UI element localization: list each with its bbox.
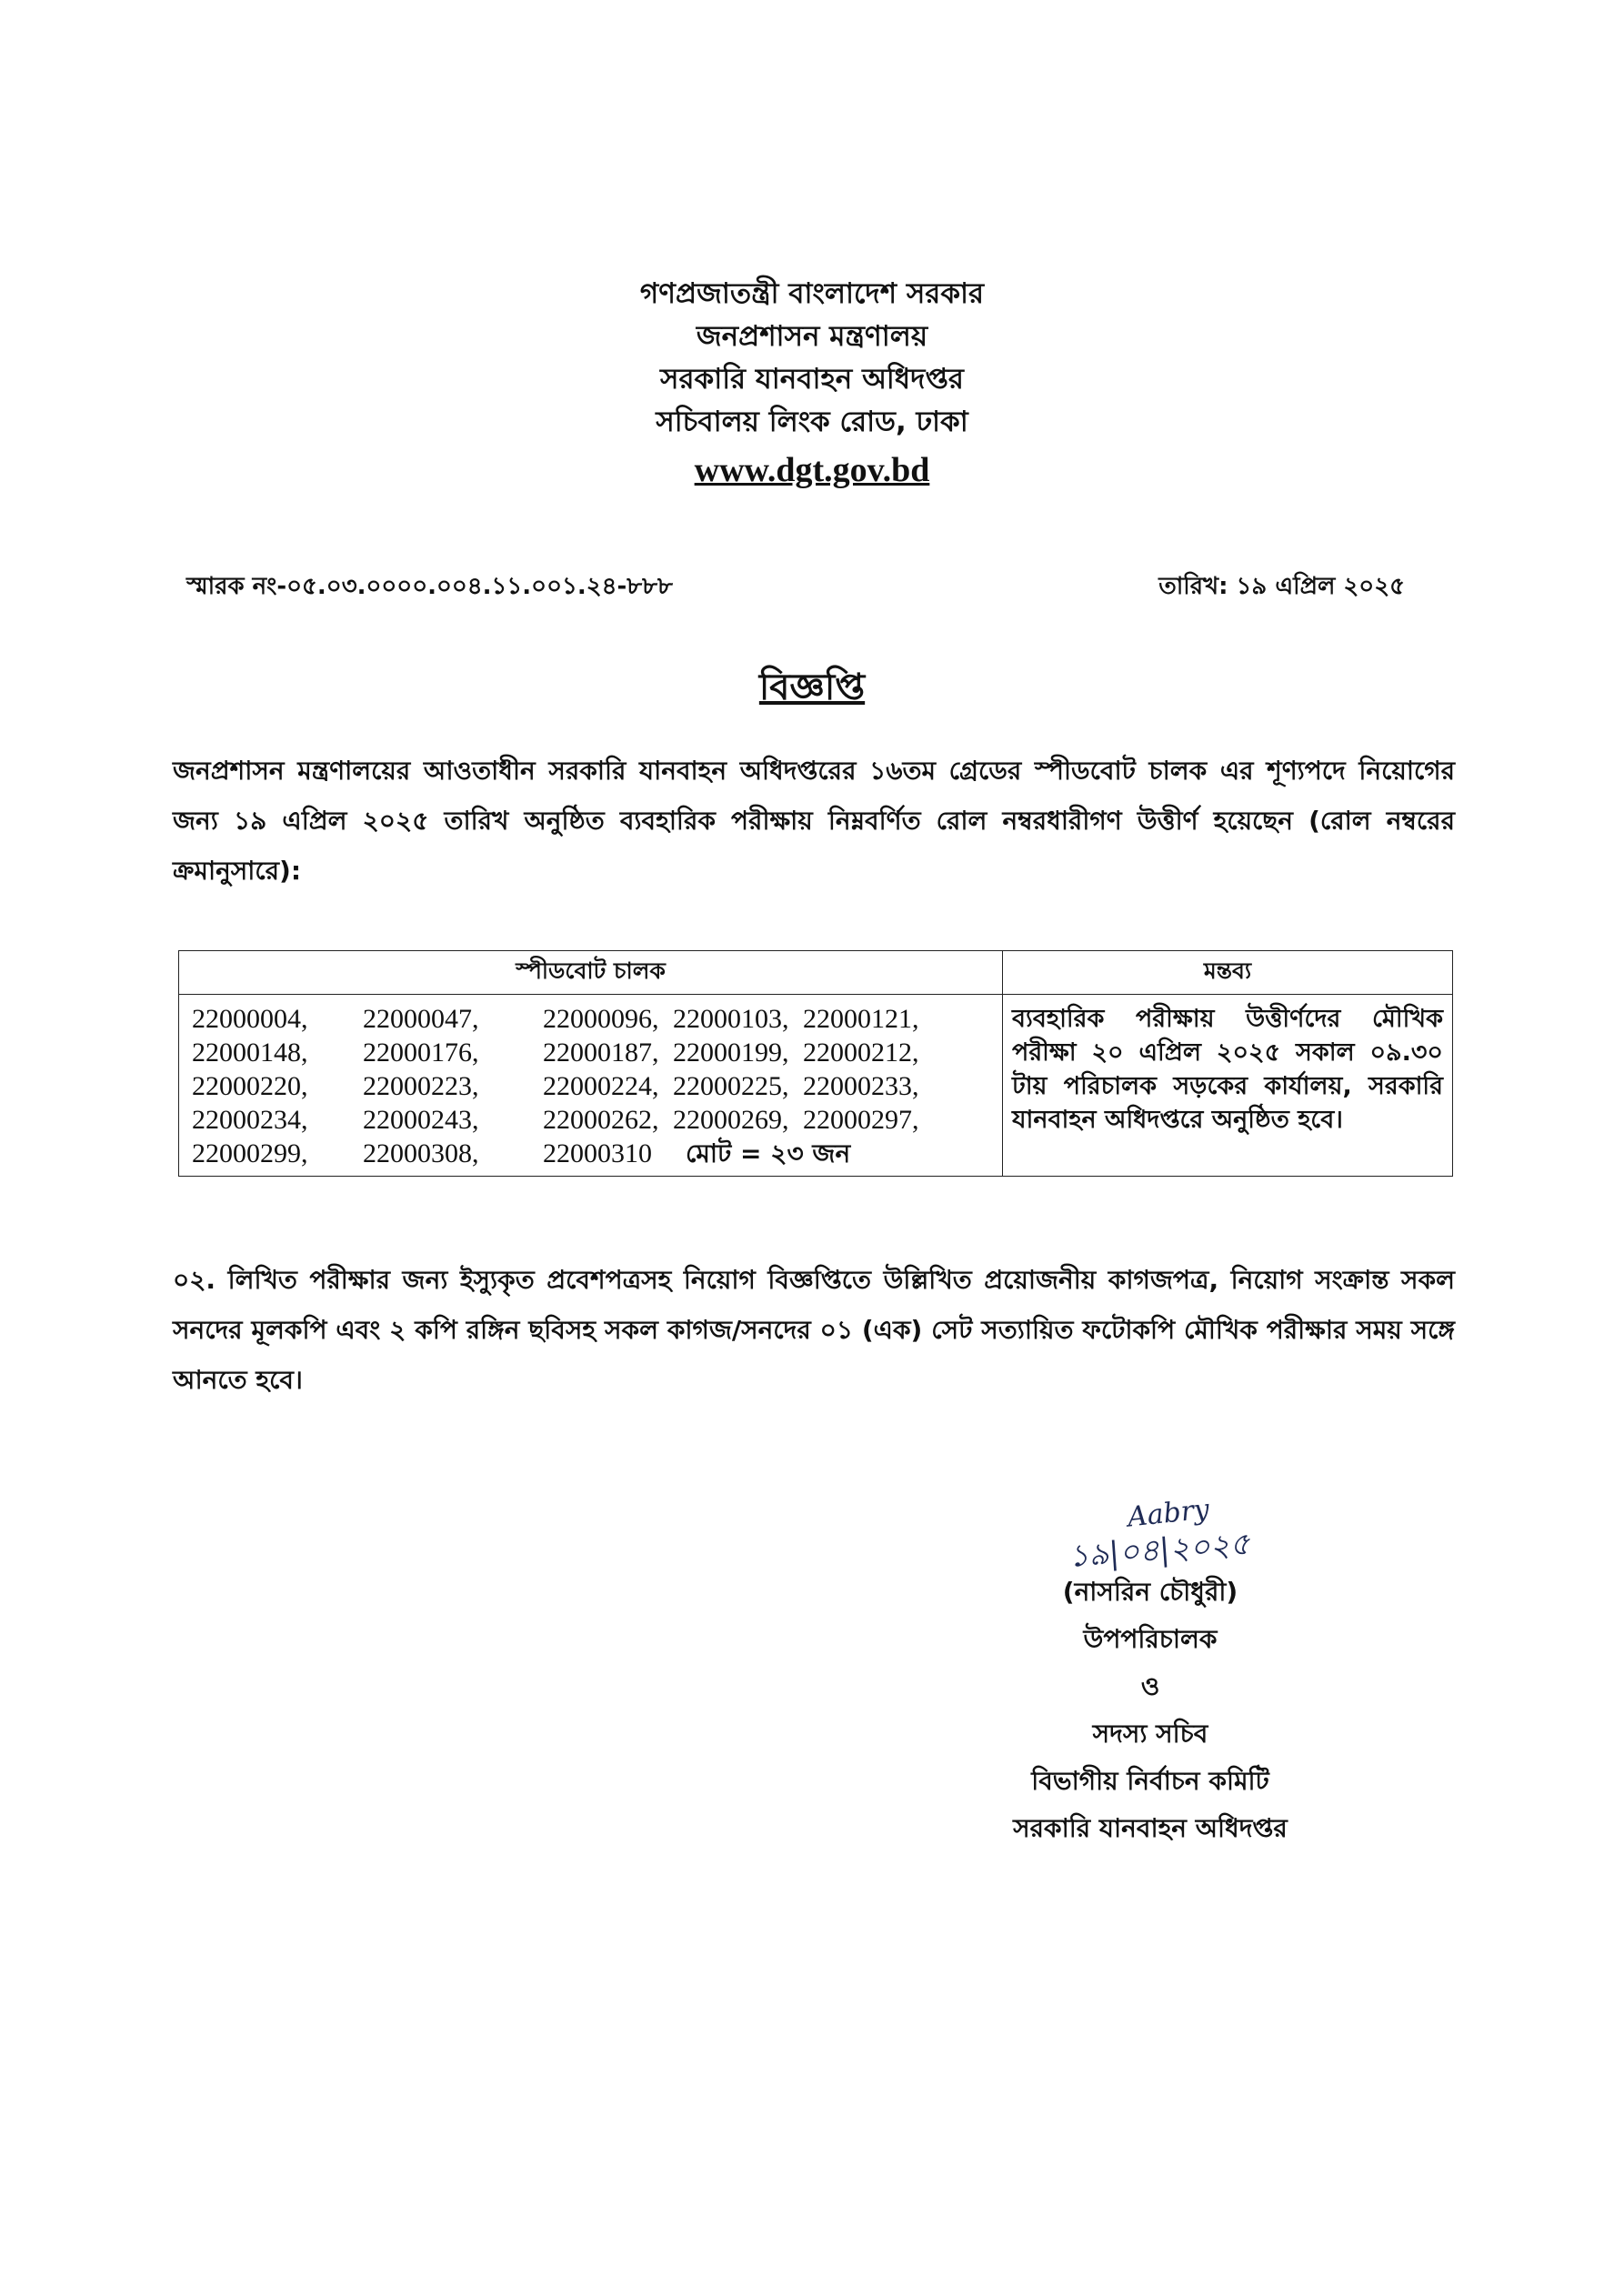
govt-name: গণপ্রজাতন্ত্রী বাংলাদেশ সরকার — [639, 277, 985, 310]
table-header-row — [179, 951, 1453, 995]
signatory-designation: উপপরিচালক — [1083, 1624, 1218, 1654]
ministry-name: জনপ্রশাসন মন্ত্রণালয় — [696, 320, 928, 353]
memo-reference: স্মারক নং-০৫.০৩.০০০০.০০৪.১১.০০১.২৪-৮৮৮ — [186, 573, 673, 600]
roll-number: 22000212, — [803, 1038, 919, 1068]
notice-paragraph-1: জনপ্রশাসন মন্ত্রণালয়ের আওতাধীন সরকারি যানবাহন অধিদপ্তরের ১৬তম গ্রেডের স্পীডবোট চালক এর শূণ্যপদে নিয়োগের জন্য ১৯ এপ্রিল ২০২৫ তারিখ অনুষ্ঠিত ব্যবহারিক পরীক্ষায় নিম্নবর্ণিত রোল নম্বরধারীগণ উত্তীর্ণ হয়েছেন (রোল নম্বরের ক্রমানুসারে): — [173, 756, 1455, 886]
signatory-role: সদস্য সচিব — [1092, 1719, 1208, 1749]
roll-row — [192, 1036, 993, 1069]
roll-row — [192, 1137, 993, 1170]
roll-number: 22000269, — [673, 1105, 789, 1135]
roll-number: 22000096, — [543, 1004, 659, 1034]
roll-row — [192, 1103, 993, 1137]
roll-number: 22000103, — [673, 1004, 789, 1034]
signatory-office: সরকারি যানবাহন অধিদপ্তর — [1013, 1813, 1288, 1843]
roll-number: 22000176, — [363, 1038, 479, 1068]
results-table — [178, 950, 1453, 1177]
department-name: সরকারি যানবাহন অধিদপ্তর — [659, 363, 964, 396]
roll-number: 22000243, — [363, 1105, 479, 1135]
roll-number: 22000225, — [673, 1071, 789, 1101]
roll-row — [192, 1002, 993, 1036]
roll-number: 22000297, — [803, 1105, 919, 1135]
signatory-name: (নাসরিন চৌধুরী) — [1062, 1577, 1238, 1607]
roll-number: 22000121, — [803, 1004, 919, 1034]
roll-number: 22000187, — [543, 1038, 659, 1068]
roll-number: 22000199, — [673, 1038, 789, 1068]
roll-number: 22000233, — [803, 1071, 919, 1101]
roll-number: 22000234, — [192, 1105, 308, 1135]
roll-number: 22000004, — [192, 1004, 308, 1034]
roll-number: 22000299, — [192, 1138, 308, 1168]
remarks-cell: ব্যবহারিক পরীক্ষায় উত্তীর্ণদের মৌখিক পরীক্ষা ২০ এপ্রিল ২০২৫ সকাল ০৯.৩০ টায় পরিচালক সড়কের কার্যালয়, সরকারি যানবাহন অধিদপ্তরে অনুষ্ঠিত হবে। — [1003, 995, 1453, 1177]
roll-row — [192, 1069, 993, 1103]
roll-number: 22000220, — [192, 1071, 308, 1101]
header-post: স্পীডবোট চালক — [179, 951, 1003, 995]
header-remarks: মন্তব্য — [1003, 951, 1453, 995]
roll-number: 22000047, — [363, 1004, 479, 1034]
roll-numbers-cell — [179, 995, 1003, 1177]
total-count: মোট = ২৩ জন — [686, 1138, 851, 1168]
notice-paragraph-2: ০২. লিখিত পরীক্ষার জন্য ইস্যুকৃত প্রবেশপত্রসহ নিয়োগ বিজ্ঞপ্তিতে উল্লিখিত প্রয়োজনীয় কাগজপত্র, নিয়োগ সংক্রান্ত সকল সনদের মূলকপি এবং ২ কপি রঙ্গিন ছবিসহ সকল কাগজ/সনদের ০১ (এক) সেট সত্যায়িত ফটোকপি মৌখিক পরীক্ষার সময় সঙ্গে আনতে হবে। — [173, 1265, 1455, 1395]
handwritten-initials: Aabry — [1126, 1493, 1211, 1534]
roll-number: 22000223, — [363, 1071, 479, 1101]
roll-number: 22000310 — [543, 1138, 652, 1168]
table-body-row — [179, 995, 1453, 1177]
signature-block — [909, 1493, 1391, 1852]
roll-number: 22000308, — [363, 1138, 479, 1168]
roll-number: 22000224, — [543, 1071, 659, 1101]
handwritten-date: ১৯|০৪|২০২৫ — [1068, 1526, 1251, 1575]
website-link[interactable]: www.dgt.gov.bd — [694, 451, 930, 489]
letterhead — [0, 273, 1624, 493]
notice-title: বিজ্ঞপ্তি — [758, 667, 866, 708]
memo-date: তারিখ: ১৯ এপ্রিল ২০২৫ — [1158, 573, 1405, 600]
signatory-conjunction: ও — [1140, 1671, 1160, 1701]
roll-number: 22000148, — [192, 1038, 308, 1068]
signatory-committee: বিভাগীয় নির্বাচন কমিটি — [1031, 1766, 1269, 1796]
roll-number: 22000262, — [543, 1105, 659, 1135]
office-address: সচিবালয় লিংক রোড, ঢাকা — [656, 406, 968, 438]
